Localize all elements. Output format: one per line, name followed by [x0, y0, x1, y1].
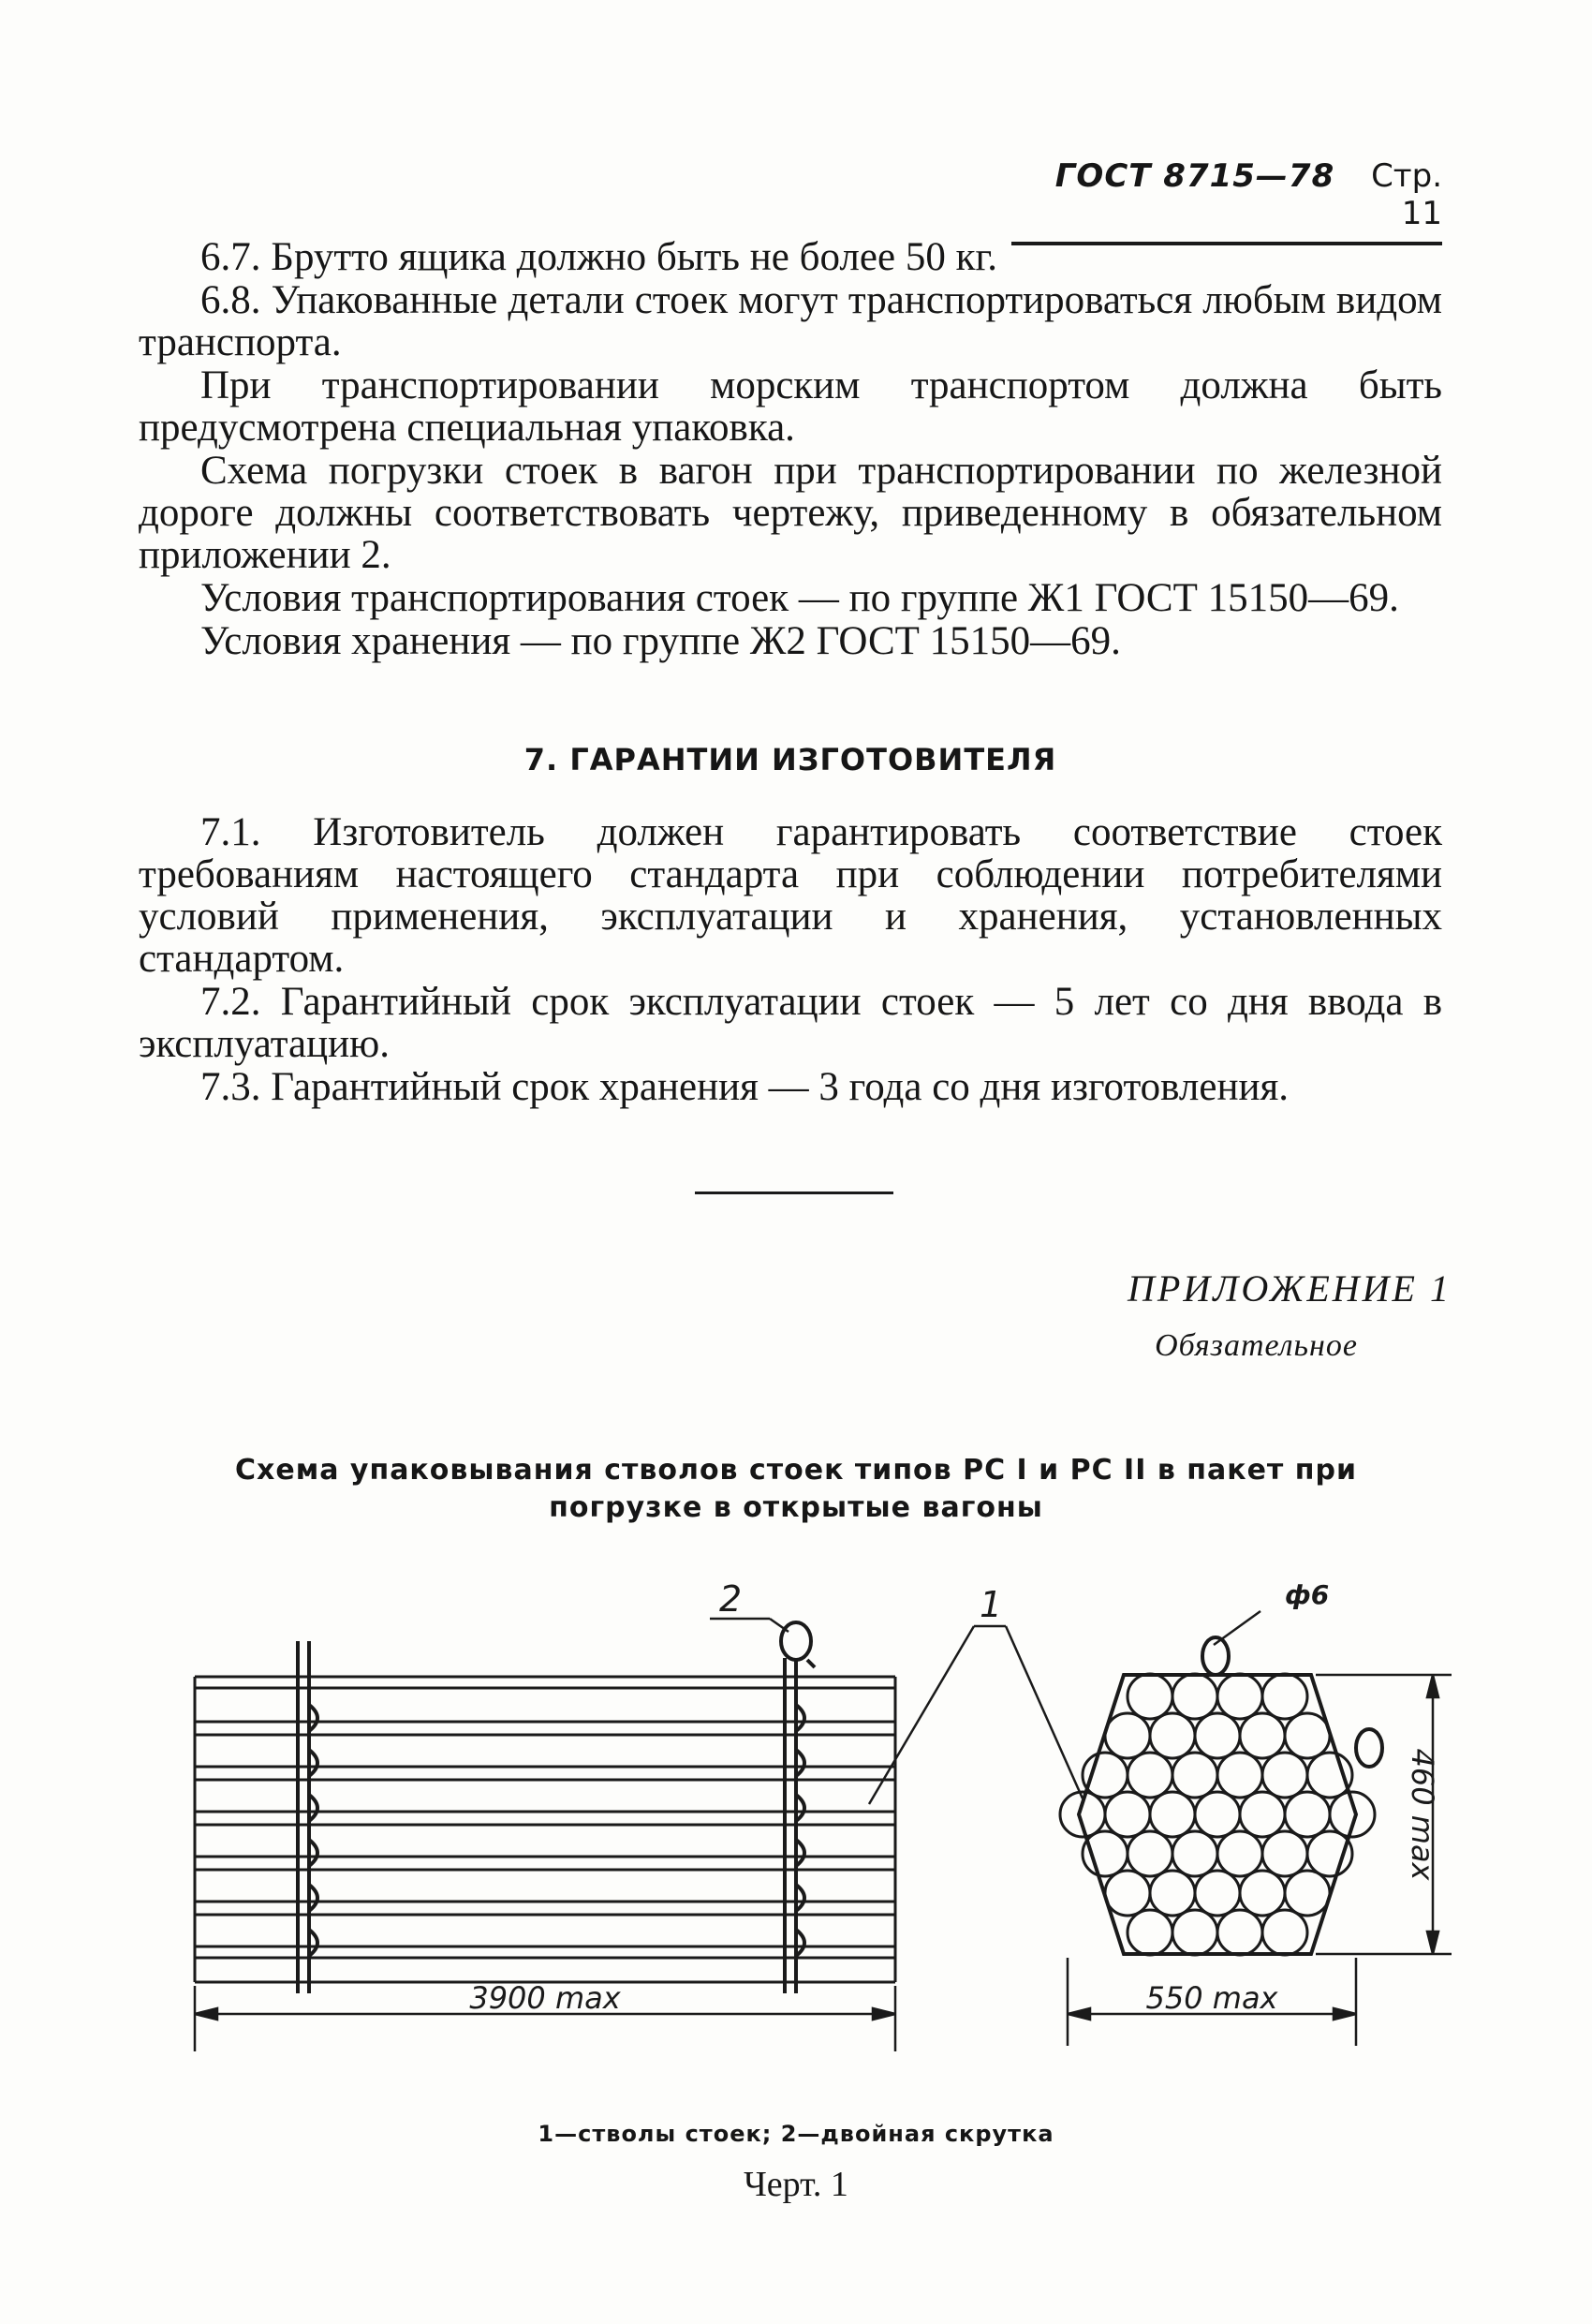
trunk-section [1150, 1871, 1195, 1916]
appendix-status: Обязательное [1155, 1328, 1358, 1363]
trunk-section [1128, 1674, 1172, 1719]
trunk-section [1240, 1713, 1285, 1758]
trunk-section [1262, 1753, 1307, 1798]
paragraph-6-7: 6.7. Брутто ящика должно быть не более 50 кг. [200, 235, 997, 279]
trunk-section [1128, 1753, 1172, 1798]
trunk-section [1172, 1674, 1217, 1719]
trunk-section [1240, 1871, 1285, 1916]
callout-label-2: 2 [719, 1578, 743, 1620]
trunk-section [1150, 1792, 1195, 1837]
figure-caption: 1—стволы стоек; 2—двойная скрутка [538, 2121, 1054, 2147]
length-dimension-label: 3900 max [469, 1980, 621, 2016]
trunk-section [1195, 1871, 1240, 1916]
paragraph-storage-conditions: Условия хранения — по группе Ж2 ГОСТ 15150—69. [200, 619, 1121, 663]
trunk-section [1128, 1910, 1172, 1955]
trunk-section [1285, 1792, 1330, 1837]
section-7-title: 7. ГАРАНТИИ ИЗГОТОВИТЕЛЯ [523, 742, 1057, 777]
figure-title-line-1: Схема упаковывания стволов стоек типов РС I и РС II в пакет при [234, 1454, 1357, 1487]
trunk-section [1105, 1871, 1150, 1916]
side-view-bundle [195, 1677, 895, 1982]
trunk-section [1150, 1713, 1195, 1758]
trunk-section [1262, 1910, 1307, 1955]
trunk-section [1307, 1753, 1352, 1798]
figure-title-line-2: погрузке в открытые вагоны [549, 1491, 1043, 1524]
cross-section [1060, 1637, 1382, 1955]
trunk-section [1195, 1713, 1240, 1758]
trunk-section [1195, 1792, 1240, 1837]
paragraph-6-8: 6.8. Упакованные детали стоек могут транспортироваться любым видом транспорта. [139, 278, 1442, 364]
trunk-section [1217, 1910, 1262, 1955]
trunk-section [1285, 1871, 1330, 1916]
paragraph-loading-scheme: Схема погрузки стоек в вагон при транспортировании по железной дороге должны соответствовать чертежу, приведенному в обязательном приложении 2. [139, 449, 1442, 577]
trunk-section [1262, 1831, 1307, 1876]
trunk-section [1240, 1792, 1285, 1837]
standard-number: ГОСТ 8715—78 [1054, 157, 1335, 195]
trunk-section [1262, 1674, 1307, 1719]
trunk-section [1217, 1753, 1262, 1798]
diameter-label: ф6 [1285, 1579, 1330, 1610]
height-dimension-label: 460 max [1405, 1748, 1440, 1881]
paragraph-7-1: 7.1. Изготовитель должен гарантировать соответствие стоек требованиям настоящего стандарта при соблюдении потребителями условий применения, эксплуатации и хранения, установленных стандартом. [139, 810, 1442, 981]
trunk-section [1217, 1674, 1262, 1719]
paragraph-sea-transport: При транспортировании морским транспортом должна быть предусмотрена специальная упаковка. [139, 363, 1442, 450]
trunk-section [1217, 1831, 1262, 1876]
trunk-section [1172, 1831, 1217, 1876]
trunk-section [1105, 1713, 1150, 1758]
paragraph-7-3: 7.3. Гарантийный срок хранения — 3 года со дня изготовления. [200, 1065, 1290, 1109]
trunk-section [1105, 1792, 1150, 1837]
callout-label-1: 1 [980, 1584, 1003, 1625]
trunk-section [1285, 1713, 1330, 1758]
trunk-section [1128, 1831, 1172, 1876]
trunk-section [1172, 1753, 1217, 1798]
figure-number: Черт. 1 [744, 2165, 848, 2204]
trunk-section [1083, 1753, 1128, 1798]
page-number: Стр. 11 [1371, 157, 1442, 232]
appendix-label: ПРИЛОЖЕНИЕ 1 [1128, 1267, 1452, 1310]
paragraph-7-2: 7.2. Гарантийный срок эксплуатации стоек — 5 лет со дня ввода в эксплуатацию. [139, 980, 1442, 1066]
trunk-section [1307, 1831, 1352, 1876]
trunk-section [1083, 1831, 1128, 1876]
twist-band-left [298, 1641, 317, 1993]
callout-leaders [710, 1611, 1260, 1804]
trunk-section [1172, 1910, 1217, 1955]
width-dimension-label: 550 max [1145, 1980, 1278, 2016]
paragraph-transport-conditions: Условия транспортирования стоек — по группе Ж1 ГОСТ 15150—69. [200, 576, 1399, 620]
